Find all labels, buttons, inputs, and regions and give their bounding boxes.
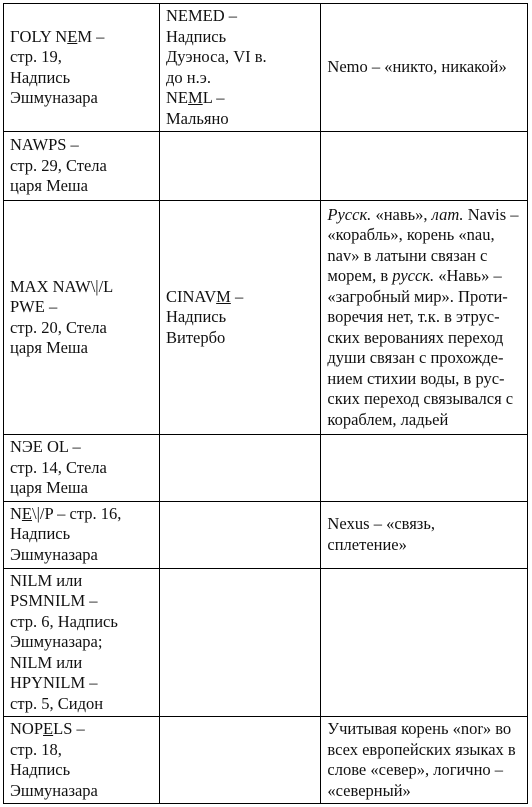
text-fragment: «навь»,: [371, 204, 432, 224]
text-line: NЭE OL –: [10, 437, 81, 456]
text-fragment: N: [10, 503, 22, 523]
text-line: стр. 5, Сидон: [10, 693, 104, 713]
text-line: Дуэноса, VI в.: [166, 47, 267, 66]
text-line: NAWPS –: [10, 135, 79, 155]
text-fragment: LS –: [53, 719, 85, 738]
text-line: Nemo – «никто, никакой»: [327, 57, 507, 77]
text-fragment: NE: [166, 88, 189, 107]
text-line: ских верованиях переход: [327, 327, 504, 347]
text-line: PSMNILM –: [10, 591, 98, 610]
text-line: нием стихии воды, в рус-: [327, 368, 505, 388]
text-fragment: Navis –: [463, 204, 519, 224]
text-line: Эшмуназара: [10, 544, 98, 564]
underlined-letter: E: [21, 503, 33, 523]
text-line: слове «север», логично –: [327, 760, 504, 779]
table-row: [4, 4, 528, 132]
underlined-letter: M: [188, 88, 203, 107]
text-line: Надпись: [10, 67, 71, 87]
etruscan-parallel-cell: [160, 501, 321, 568]
text-line: царя Меша: [10, 478, 88, 497]
text-fragment: \|/P – стр. 16,: [32, 503, 122, 523]
text-line: царя Меша: [10, 176, 88, 196]
etruscan-parallel-cell: [160, 201, 321, 435]
underlined-letter: E: [67, 26, 78, 46]
etruscan-parallel-cell: [160, 717, 321, 804]
table-row: [4, 568, 528, 717]
inscription-cell: [4, 132, 160, 201]
text-line: сплетение»: [327, 534, 407, 554]
italic-term: лат.: [431, 204, 464, 224]
etruscan-parallel-cell: [160, 4, 321, 132]
inscription-cell: [4, 717, 160, 804]
text-line: Nexus – «связь,: [327, 514, 435, 533]
text-line: кораблем, ладьей: [327, 409, 449, 429]
table-row: [4, 717, 528, 804]
text-line: царя Меша: [10, 338, 88, 357]
meaning-cell: [321, 568, 528, 717]
text-fragment: –: [230, 286, 244, 306]
etruscan-parallel-cell: [160, 435, 321, 502]
text-line: стр. 29, Стела: [10, 155, 107, 175]
text-line: души связан с прохожде-: [327, 348, 504, 368]
underlined-letter: M: [216, 286, 231, 306]
text-line: «корабль», корень «nau,: [327, 225, 495, 245]
text-line: до н.э.: [166, 67, 211, 87]
inscription-cell: [4, 568, 160, 717]
etruscan-parallel-cell: [160, 132, 321, 201]
table-row: [4, 435, 528, 502]
lexicon-table: [3, 3, 528, 804]
meaning-cell: [321, 717, 528, 804]
text-line: стр. 20, Стела: [10, 317, 107, 337]
text-line: стр. 14, Стела: [10, 457, 107, 477]
italic-term: Русск.: [327, 204, 372, 224]
text-fragment: морем, в: [327, 266, 393, 286]
text-line: Мальяно: [166, 108, 229, 128]
inscription-cell: [4, 435, 160, 502]
text-line: Надпись: [10, 760, 71, 779]
meaning-cell: [321, 132, 528, 201]
meaning-cell: [321, 435, 528, 502]
text-line: NEMED –: [166, 6, 238, 25]
text-fragment: ГOLY N: [10, 26, 68, 46]
text-line: «загробный мир». Проти-: [327, 286, 508, 306]
table-row: [4, 501, 528, 568]
text-line: PWE –: [10, 297, 58, 316]
text-line: HPYNILM –: [10, 673, 98, 692]
underlined-letter: E: [43, 719, 54, 738]
table-row: [4, 201, 528, 435]
inscription-cell: [4, 501, 160, 568]
meaning-cell: [321, 201, 528, 435]
text-line: Учитывая корень «nor» во: [327, 719, 512, 738]
text-fragment: L –: [202, 88, 225, 107]
text-fragment: NOP: [10, 719, 44, 738]
italic-term: русск.: [392, 266, 435, 286]
text-line: NILM или: [10, 570, 83, 590]
text-line: всех европейских языках в: [327, 739, 516, 759]
text-fragment: «Навь» –: [434, 266, 502, 286]
text-line: Эшмуназара;: [10, 632, 103, 651]
text-line: «северный»: [327, 780, 411, 800]
text-fragment: CINAV: [166, 286, 217, 306]
meaning-cell: [321, 4, 528, 132]
text-line: MAX NAW\|/L: [10, 276, 114, 296]
text-line: стр. 19,: [10, 47, 62, 66]
text-line: Эшмуназара: [10, 88, 98, 107]
text-line: Надпись: [166, 307, 227, 327]
text-line: ских переход связывался с: [327, 389, 514, 409]
meaning-cell: [321, 501, 528, 568]
text-line: Эшмуназара: [10, 780, 98, 800]
text-line: стр. 6, Надпись: [10, 611, 118, 631]
inscription-cell: [4, 4, 160, 132]
text-line: nav» в латыни связан с: [327, 245, 488, 265]
text-fragment: M –: [77, 26, 105, 46]
text-line: Витербо: [166, 327, 226, 347]
inscription-cell: [4, 201, 160, 435]
text-line: стр. 18,: [10, 739, 62, 759]
text-line: Надпись: [10, 524, 71, 544]
text-line: NILM или: [10, 652, 83, 672]
text-line: воречия нет, т.к. в этрус-: [327, 307, 500, 327]
etruscan-parallel-cell: [160, 568, 321, 717]
text-line: Надпись: [166, 26, 227, 46]
table-row: [4, 132, 528, 201]
